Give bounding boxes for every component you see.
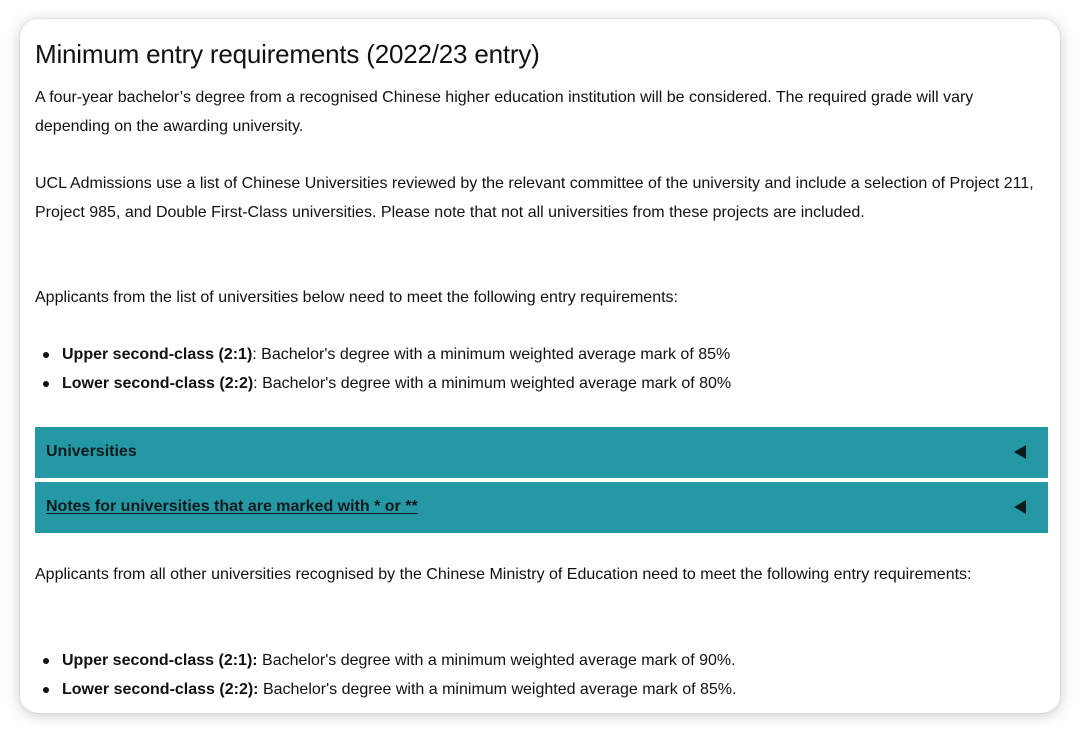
requirement-text: : Bachelor's degree with a minimum weighted average mark of 85% [252,346,731,363]
degree-class-label: Upper second-class (2:1): [62,652,258,669]
list-item [62,369,731,398]
entry-requirements-card [20,19,1060,713]
accordion-notes[interactable] [35,482,1048,533]
list-item [62,646,736,675]
degree-class-label: Lower second-class (2:2): [62,681,259,698]
other-universities-paragraph: Applicants from all other universities recognised by the Chinese Ministry of Education need to meet the following entry requirements: [35,566,972,583]
intro-paragraph: A four-year bachelor’s degree from a recognised Chinese higher education institution will be considered. The required grade will vary depending on the awarding university. [35,89,974,135]
accordion-label[interactable]: Universities [46,443,137,460]
listed-universities-paragraph: Applicants from the list of universities below need to meet the following entry requirements: [35,289,678,306]
triangle-left-icon[interactable] [1014,445,1026,459]
accordion-label-link[interactable]: Notes for universities that are marked with * or ** [46,498,418,515]
other-universities-requirements [35,646,736,704]
requirement-text: Bachelor's degree with a minimum weighted average mark of 85%. [258,681,737,698]
degree-class-label: Upper second-class (2:1) [62,346,253,363]
degree-class-label: Lower second-class (2:2) [62,375,254,392]
triangle-left-icon[interactable] [1014,500,1026,514]
requirement-text: Bachelor's degree with a minimum weighted average mark of 90%. [257,652,736,669]
admissions-list-paragraph: UCL Admissions use a list of Chinese Universities reviewed by the relevant committee of the university and include a selection of Project 211, Project 985, and Double First-Class universities. Please note that not all universities from these projects are included. [35,175,1034,221]
accordion-universities[interactable] [35,427,1048,478]
page-title: Minimum entry requirements (2022/23 entry) [35,39,540,69]
list-item [62,340,731,369]
requirement-text: : Bachelor's degree with a minimum weighted average mark of 80% [253,375,732,392]
list-item [62,675,736,704]
listed-universities-requirements [35,340,731,398]
